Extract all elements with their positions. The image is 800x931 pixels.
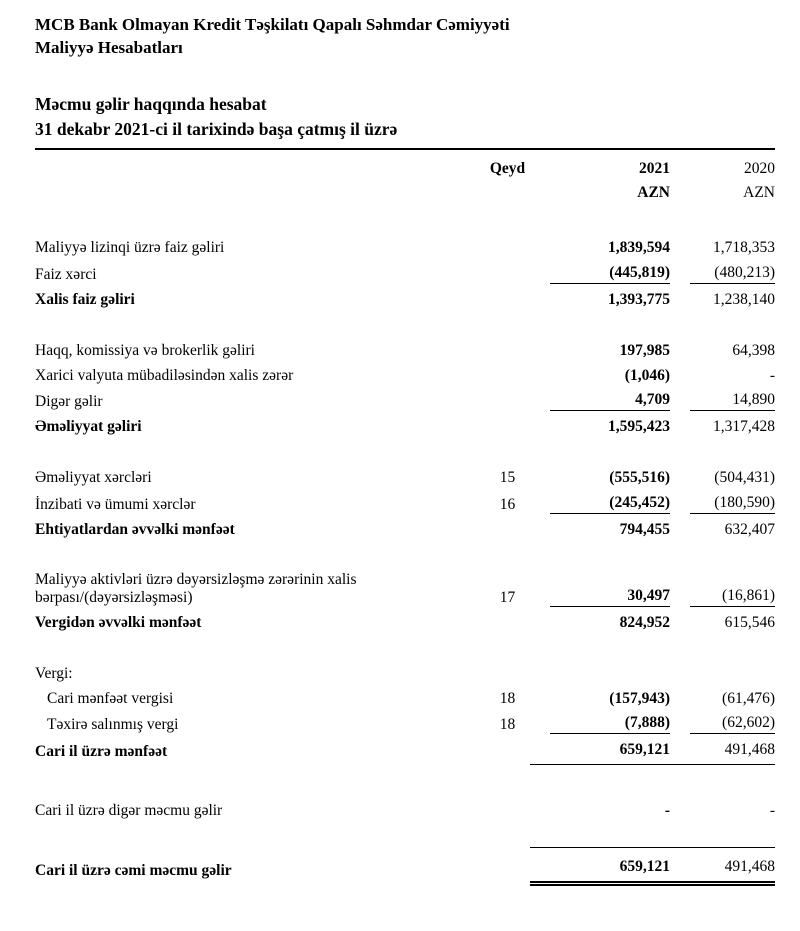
row-label: Maliyyə aktivləri üzrə dəyərsizləşmə zərərinin xalis bərpası/(dəyərsizləşməsi) [35,571,357,607]
spacer-cell [35,312,775,338]
table-row [35,415,775,440]
spacer-row [35,206,775,236]
table-row [35,236,775,261]
row-value-2020: (62,602) [670,711,775,738]
row-label: İnzibati və ümumi xərclər [35,495,196,513]
table-row [35,568,775,611]
spacer-row [35,439,775,465]
statement-table-body [35,206,775,883]
row-value-2021: (157,943) [609,689,670,707]
table-row [35,661,775,686]
row-value-2020: 64,398 [732,341,775,359]
spacer-cell [35,823,775,847]
row-value-2021: 1,393,775 [608,290,670,308]
table-row [35,338,775,363]
row-value-2020: (480,213) [670,261,775,288]
spacer-row [35,823,775,847]
row-value-2021: (245,452) [530,490,670,517]
document-header [35,14,775,60]
row-value-2020: (61,476) [722,689,775,707]
column-header-row [35,150,775,181]
row-label: Digər gəlir [35,393,103,411]
row-note: 18 [499,689,516,707]
table-row [35,711,775,738]
row-note [485,738,530,765]
table-row [35,686,775,711]
empty-header-cell [35,150,485,181]
row-note: 18 [499,716,516,734]
row-label: Haqq, komissiya və brokerlik gəliri [35,341,255,359]
spacer-cell [35,206,775,236]
row-label: Əməliyyat gəliri [35,418,142,436]
row-label: Təxirə salınmış vergi [47,716,179,734]
row-note [485,611,530,636]
statement-title-block [35,92,775,150]
column-header-note: Qeyd [489,159,526,177]
row-value-2021: (555,516) [609,468,670,486]
currency-label-2020: AZN [743,184,775,202]
row-note [485,799,530,824]
row-value-2020 [670,661,775,686]
table-row [35,517,775,542]
table-row [35,363,775,388]
row-note: 15 [499,468,516,486]
row-note [485,517,530,542]
row-label: Xarici valyuta mübadiləsindən xalis zərər [35,366,294,384]
row-value-2020: 1,238,140 [713,290,775,308]
income-statement-table [35,150,775,886]
row-value-2020: 491,468 [670,738,775,765]
table-row [35,738,775,765]
row-value-2020: 491,468 [670,847,775,883]
row-value-2021: (445,819) [530,261,670,288]
table-row [35,287,775,312]
row-label: Cari il üzrə mənfəət [35,743,168,761]
row-note: 17 [499,589,516,607]
row-value-2021: 30,497 [530,568,670,611]
company-name: MCB Bank Olmayan Kredit Təşkilatı Qapalı Səhmdar Cəmiyyəti [35,15,510,34]
row-value-2020: 632,407 [724,520,775,538]
spacer-row [35,635,775,661]
row-label: Maliyyə lizinqi üzrə faiz gəliri [35,239,225,257]
table-row [35,388,775,415]
row-note [485,661,530,686]
row-label: Əməliyyat xərcləri [35,468,152,486]
row-value-2021: - [664,802,670,820]
empty-header-cell [485,181,530,206]
row-value-2020: - [769,802,775,820]
currency-header-row [35,181,775,206]
spacer-cell [35,635,775,661]
row-value-2020: - [769,366,775,384]
row-label: Cari mənfəət vergisi [47,689,174,707]
spacer-row [35,765,775,799]
row-value-2021: 1,839,594 [608,239,670,257]
row-value-2021: 824,952 [619,614,670,631]
spacer-row [35,312,775,338]
row-value-2020: 14,890 [670,388,775,415]
row-note [485,847,530,883]
table-row [35,465,775,490]
spacer-cell [35,542,775,568]
row-value-2020: (16,861) [670,568,775,611]
row-label: Cari il üzrə cəmi məcmu gəlir [35,861,232,879]
row-value-2021: 659,121 [530,738,670,765]
statement-title: Məcmu gəlir haqqında hesabat [35,93,267,114]
row-value-2021: (7,888) [530,711,670,738]
table-row [35,847,775,883]
currency-label-2021: AZN [637,184,670,202]
row-note [485,261,530,288]
row-note [485,363,530,388]
row-label: Cari il üzrə digər məcmu gəlir [35,802,223,820]
row-label: Vergidən əvvəlki mənfəət [35,614,202,631]
row-value-2020: 1,718,353 [713,239,775,257]
report-type: Maliyyə Hesabatları [35,37,183,57]
row-value-2020: (504,431) [714,468,775,486]
row-label: Ehtiyatlardan əvvəlki mənfəət [35,520,235,538]
column-header-2020: 2020 [744,159,775,177]
row-note [485,415,530,440]
row-value-2021: 794,455 [619,520,670,538]
row-value-2020: 1,317,428 [713,418,775,436]
row-value-2021: 659,121 [530,847,670,883]
row-note [485,338,530,363]
spacer-cell [35,439,775,465]
row-note: 16 [499,495,516,513]
row-value-2020: (180,590) [670,490,775,517]
row-value-2020: 615,546 [724,614,775,631]
table-row [35,490,775,517]
row-label: Vergi: [35,664,73,682]
row-note [485,236,530,261]
table-row [35,261,775,288]
row-label: Faiz xərci [35,266,97,284]
table-row [35,799,775,824]
statement-period: 31 dekabr 2021-ci il tarixində başa çatmış il üzrə [35,119,398,140]
empty-header-cell [35,181,485,206]
row-value-2021: 1,595,423 [608,418,670,436]
row-value-2021: (1,046) [624,366,670,384]
spacer-cell [35,765,775,799]
column-header-2021: 2021 [639,159,670,177]
row-value-2021: 4,709 [530,388,670,415]
row-label: Xalis faiz gəliri [35,290,135,308]
row-note [485,287,530,312]
row-value-2021 [530,661,670,686]
spacer-row [35,542,775,568]
row-value-2021: 197,985 [619,341,670,359]
table-row [35,611,775,636]
row-note [485,388,530,415]
